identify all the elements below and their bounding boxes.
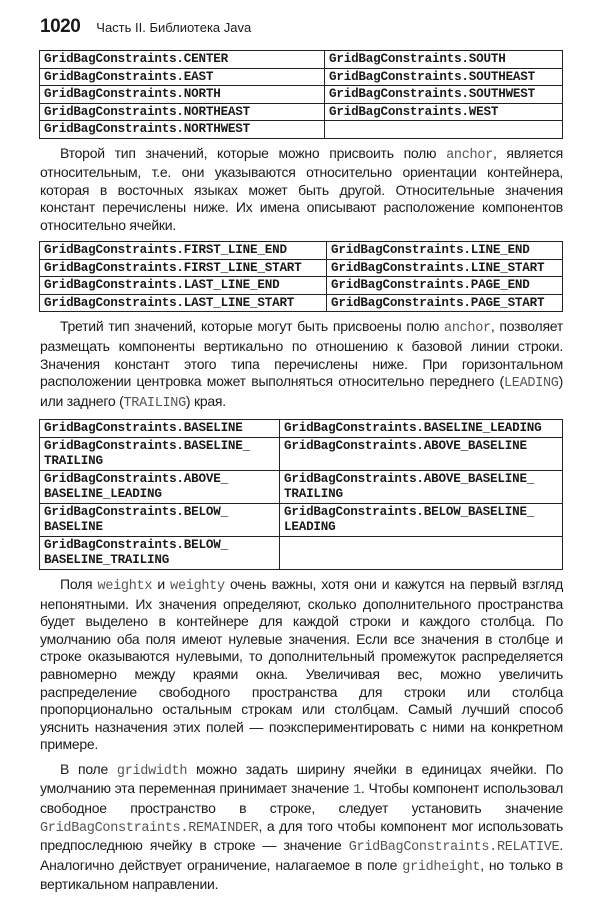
table-row <box>40 503 563 536</box>
inline-code: gridwidth <box>116 763 188 779</box>
table-row <box>40 259 563 277</box>
text-run: . Чтобы компонент использовал свободное пространство в строке, следует установить значение <box>40 780 563 817</box>
text-run: очень важны, хотя они и кажутся на первый взгляд непонятными. Их значения определяют, сколько дополнительного пространства будет выделено в контейнере для каждой строки и каждого столбца. По умолчанию оба поля имеют нулевые значения. Если все значения в столбце и строке оказываются нулевыми, то дополнительный промежуток распределяется равномерно между краями окна. Увеличивая вес, можно увеличить распределение свободного пространства для строки или столбца пропорционально остальным строкам или столбцам. Самый лучший способ уяснить назначения этих полей — поэкспериментировать с ними на конкретном примере. <box>40 575 563 753</box>
table-cell: GridBagConstraints.PAGE_START <box>327 294 563 312</box>
table-cell: GridBagConstraints.SOUTHEAST <box>325 68 563 86</box>
table-cell: GridBagConstraints.BELOW_ BASELINE <box>40 503 280 536</box>
table-cell: GridBagConstraints.LINE_END <box>327 242 563 260</box>
table-cell: GridBagConstraints.ABOVE_BASELINE_ TRAILING <box>280 470 563 503</box>
inline-code: TRAILING <box>123 395 186 411</box>
table-cell <box>280 536 563 569</box>
text-run: и <box>152 575 171 592</box>
table-cell: GridBagConstraints.FIRST_LINE_START <box>40 259 327 277</box>
inline-code: gridheight <box>402 859 481 875</box>
table-row <box>40 277 563 295</box>
table-cell: GridBagConstraints.BASELINE_LEADING <box>280 420 563 438</box>
table-row <box>40 536 563 569</box>
inline-code: GridBagConstraints.REMAINDER <box>40 820 259 836</box>
table-row <box>40 103 563 121</box>
table-cell: GridBagConstraints.BELOW_ BASELINE_TRAILING <box>40 536 280 569</box>
table-cell: GridBagConstraints.SOUTHWEST <box>325 86 563 104</box>
table-cell: GridBagConstraints.LAST_LINE_START <box>40 294 327 312</box>
table-row <box>40 294 563 312</box>
text-run: , а для того чтобы компонент мог использовать предпоследнюю ячейку в строке — значение <box>40 817 563 854</box>
table-cell <box>325 121 563 139</box>
table-row <box>40 420 563 438</box>
table-cell: GridBagConstraints.ABOVE_BASELINE <box>280 437 563 470</box>
table-row <box>40 470 563 503</box>
anchor-baseline-constants-table <box>39 419 563 570</box>
inline-code: 1 <box>353 783 361 799</box>
table-cell: GridBagConstraints.LINE_START <box>327 259 563 277</box>
table-cell: GridBagConstraints.BASELINE <box>40 420 280 438</box>
paragraph-gridwidth <box>40 761 563 894</box>
table-cell: GridBagConstraints.BELOW_BASELINE_ LEADING <box>280 503 563 536</box>
table-cell: GridBagConstraints.LAST_LINE_END <box>40 277 327 295</box>
inline-code: LEADING <box>503 376 559 392</box>
table-row <box>40 51 563 69</box>
table-cell: GridBagConstraints.FIRST_LINE_END <box>40 242 327 260</box>
text-run: . Аналогично действует ограничение, налагаемое в поле <box>40 837 563 873</box>
table-row <box>40 242 563 260</box>
anchor-absolute-constants-table <box>39 50 563 139</box>
page-header <box>40 16 563 38</box>
table-row <box>40 437 563 470</box>
paragraph-relative-anchor <box>40 145 563 235</box>
inline-code: weightx <box>97 578 153 594</box>
table-cell: GridBagConstraints.CENTER <box>40 51 325 69</box>
text-run: В поле <box>60 760 117 777</box>
table-cell: GridBagConstraints.WEST <box>325 103 563 121</box>
table-cell: GridBagConstraints.NORTH <box>40 86 325 104</box>
text-run: ) или заднего ( <box>40 373 563 409</box>
running-title: Часть II. Библиотека Java <box>96 20 252 35</box>
table-cell: GridBagConstraints.BASELINE_ TRAILING <box>40 437 280 470</box>
table-row <box>40 86 563 104</box>
text-run: , позволяет размещать компоненты вертикально по отношению к базовой линии строки. Значения констант этого типа перечислены ниже. При горизонтальном расположении центровка может выполняться относительно переднего ( <box>40 318 564 390</box>
table-cell: GridBagConstraints.ABOVE_ BASELINE_LEADING <box>40 470 280 503</box>
text-run: Третий тип значений, которые могут быть присвоены полю <box>60 318 445 335</box>
text-run: можно задать ширину ячейки в единицах ячейки. По умолчанию эта переменная принимает значение <box>40 760 563 797</box>
table-cell: GridBagConstraints.NORTHWEST <box>40 121 325 139</box>
text-run: Поля <box>60 575 98 592</box>
text-run: Второй тип значений, которые можно присвоить полю <box>60 144 447 161</box>
table-cell: GridBagConstraints.EAST <box>40 68 325 86</box>
anchor-relative-constants-table <box>39 241 563 312</box>
table-row <box>40 68 563 86</box>
table-cell: GridBagConstraints.SOUTH <box>325 51 563 69</box>
paragraph-baseline-anchor <box>40 318 563 412</box>
text-run: ) края. <box>185 392 226 409</box>
inline-code: weighty <box>170 578 225 594</box>
text-run: , является относительным, т.е. они указываются относительно ориентации контейнера, которая в восточных языках может быть другой. Относительные значения констант перечислены ниже. Их имена описывают расположение компонентов относительно ячейки. <box>40 144 563 233</box>
page-number: 1020 <box>40 16 81 37</box>
inline-code: anchor <box>444 321 491 337</box>
inline-code: GridBagConstraints.RELATIVE <box>348 840 560 856</box>
table-row <box>40 121 563 139</box>
table-cell: GridBagConstraints.NORTHEAST <box>40 103 325 121</box>
table-cell: GridBagConstraints.PAGE_END <box>327 277 563 295</box>
text-run: , но только в вертикальном направлении. <box>40 856 563 893</box>
inline-code: anchor <box>446 147 493 163</box>
paragraph-weight <box>40 576 563 754</box>
